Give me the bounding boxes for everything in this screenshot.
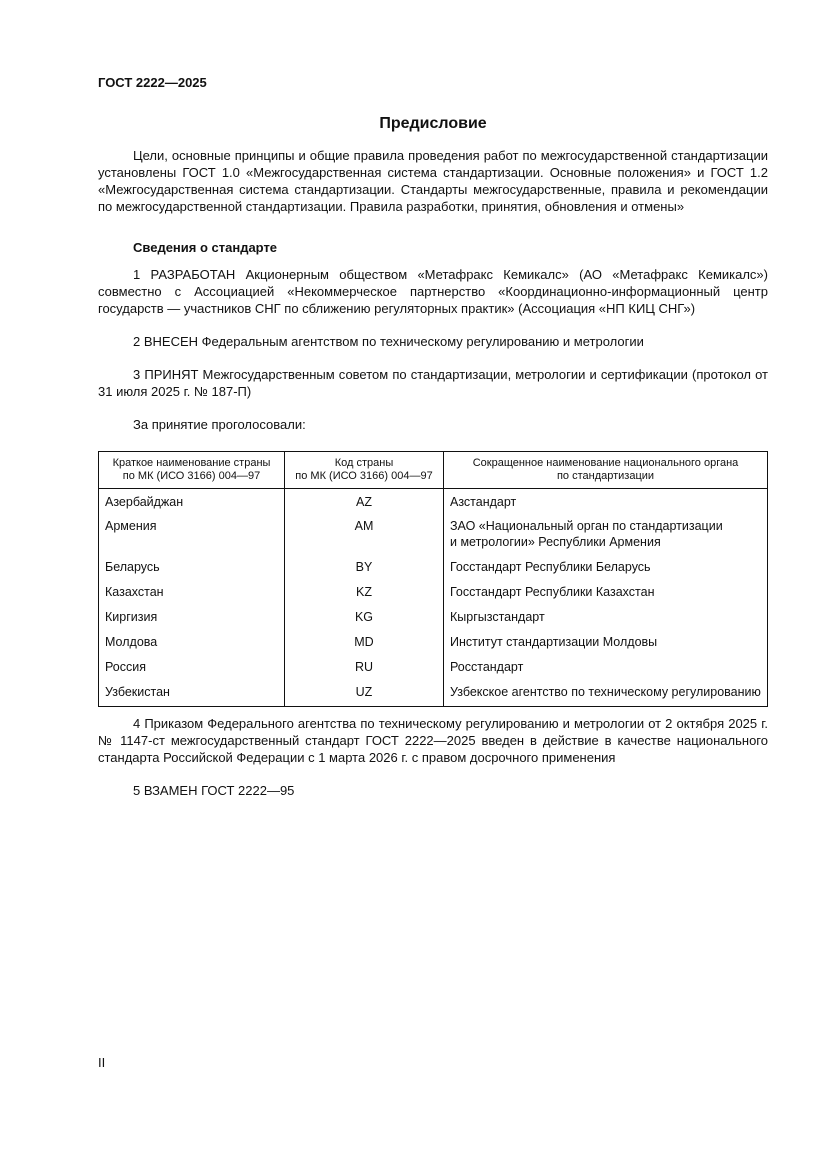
header-org	[444, 452, 768, 489]
table-row	[99, 605, 768, 630]
table-row	[99, 489, 768, 515]
cell-country: Молдова	[99, 630, 285, 655]
cell-org	[444, 555, 768, 580]
cell-org-line1: Росстандарт	[450, 660, 524, 674]
cell-org-line1: ЗАО «Национальный орган по стандартизации	[450, 519, 723, 533]
cell-code: RU	[285, 655, 444, 680]
cell-org	[444, 630, 768, 655]
cell-code: MD	[285, 630, 444, 655]
cell-code: KG	[285, 605, 444, 630]
cell-country: Узбекистан	[99, 680, 285, 707]
header-code-line2: по МК (ИСО 3166) 004—97	[295, 470, 433, 482]
item-3-adopted-by: 3 ПРИНЯТ Межгосударственным советом по стандартизации, метрологии и сертификации (протокол от 31 июля 2025 г. № 187-П)	[98, 367, 768, 399]
header-code	[285, 452, 444, 489]
cell-code: UZ	[285, 680, 444, 707]
cell-org	[444, 655, 768, 680]
cell-country: Армения	[99, 514, 285, 555]
cell-country: Азербайджан	[99, 489, 285, 515]
cell-code: AZ	[285, 489, 444, 515]
cell-country: Киргизия	[99, 605, 285, 630]
header-country-line1: Краткое наименование страны	[112, 457, 271, 469]
header-code-line1: Код страны	[334, 457, 394, 469]
cell-org	[444, 680, 768, 707]
table-row	[99, 514, 768, 555]
header-country	[99, 452, 285, 489]
cell-country: Россия	[99, 655, 285, 680]
cell-country: Казахстан	[99, 580, 285, 605]
intro-paragraph: Цели, основные принципы и общие правила проведения работ по межгосударственной стандартизации установлены ГОСТ 1.0 «Межгосударственная система стандартизации. Основные положения» и ГОСТ 1.2 «Межгосударственная система стандартизации. Стандарты межгосударственные, правила и рекомендации по межгосударственной стандартизации. Правила разработки, принятия, обновления и отмены»	[98, 148, 768, 214]
table-row	[99, 580, 768, 605]
table-row	[99, 680, 768, 707]
table-row	[99, 630, 768, 655]
table-row	[99, 555, 768, 580]
cell-org-line2: и метрологии» Республики Армения	[450, 535, 661, 549]
cell-code: KZ	[285, 580, 444, 605]
header-org-line1: Сокращенное наименование национального органа	[472, 457, 739, 469]
cell-org	[444, 489, 768, 515]
cell-code: AM	[285, 514, 444, 555]
item-5-replaces: 5 ВЗАМЕН ГОСТ 2222—95	[133, 783, 295, 798]
item-2-introduced-by: 2 ВНЕСЕН Федеральным агентством по техническому регулированию и метрологии	[133, 334, 644, 349]
info-heading: Сведения о стандарте	[133, 240, 278, 255]
page-title: Предисловие	[379, 115, 487, 132]
table-header-row	[99, 452, 768, 489]
cell-org-line1: Кыргызстандарт	[450, 610, 545, 624]
cell-org-line1: Азстандарт	[450, 495, 517, 509]
voted-label: За принятие проголосовали:	[133, 417, 306, 432]
header-org-line2: по стандартизации	[556, 470, 655, 482]
header-country-line2: по МК (ИСО 3166) 004—97	[122, 470, 261, 482]
item-4-enactment: 4 Приказом Федерального агентства по техническому регулированию и метрологии от 2 октября 2025 г. № 1147-ст межгосударственный стандарт ГОСТ 2222—2025 введен в действие в качестве национального стандарта Российской Федерации с 1 марта 2026 г. с правом досрочного применения	[98, 716, 768, 765]
cell-org-line1: Узбекское агентство по техническому регулированию	[450, 685, 761, 699]
voting-states-table	[98, 451, 768, 707]
cell-org	[444, 605, 768, 630]
cell-country: Беларусь	[99, 555, 285, 580]
page-number: II	[98, 1055, 106, 1070]
cell-code: BY	[285, 555, 444, 580]
cell-org-line1: Госстандарт Республики Казахстан	[450, 585, 655, 599]
cell-org-line1: Институт стандартизации Молдовы	[450, 635, 658, 649]
cell-org-line1: Госстандарт Республики Беларусь	[450, 560, 651, 574]
cell-org	[444, 514, 768, 555]
document-code-header: ГОСТ 2222—2025	[98, 75, 207, 90]
item-1-developed-by: 1 РАЗРАБОТАН Акционерным обществом «Метафракс Кемикалс» (АО «Метафракс Кемикалс») совместно с Ассоциацией «Некоммерческое партнерство «Координационно-информационный центр государств — участников СНГ по сближению регуляторных практик» (Ассоциация «НП КИЦ СНГ»)	[98, 267, 768, 316]
cell-org	[444, 580, 768, 605]
table-row	[99, 655, 768, 680]
